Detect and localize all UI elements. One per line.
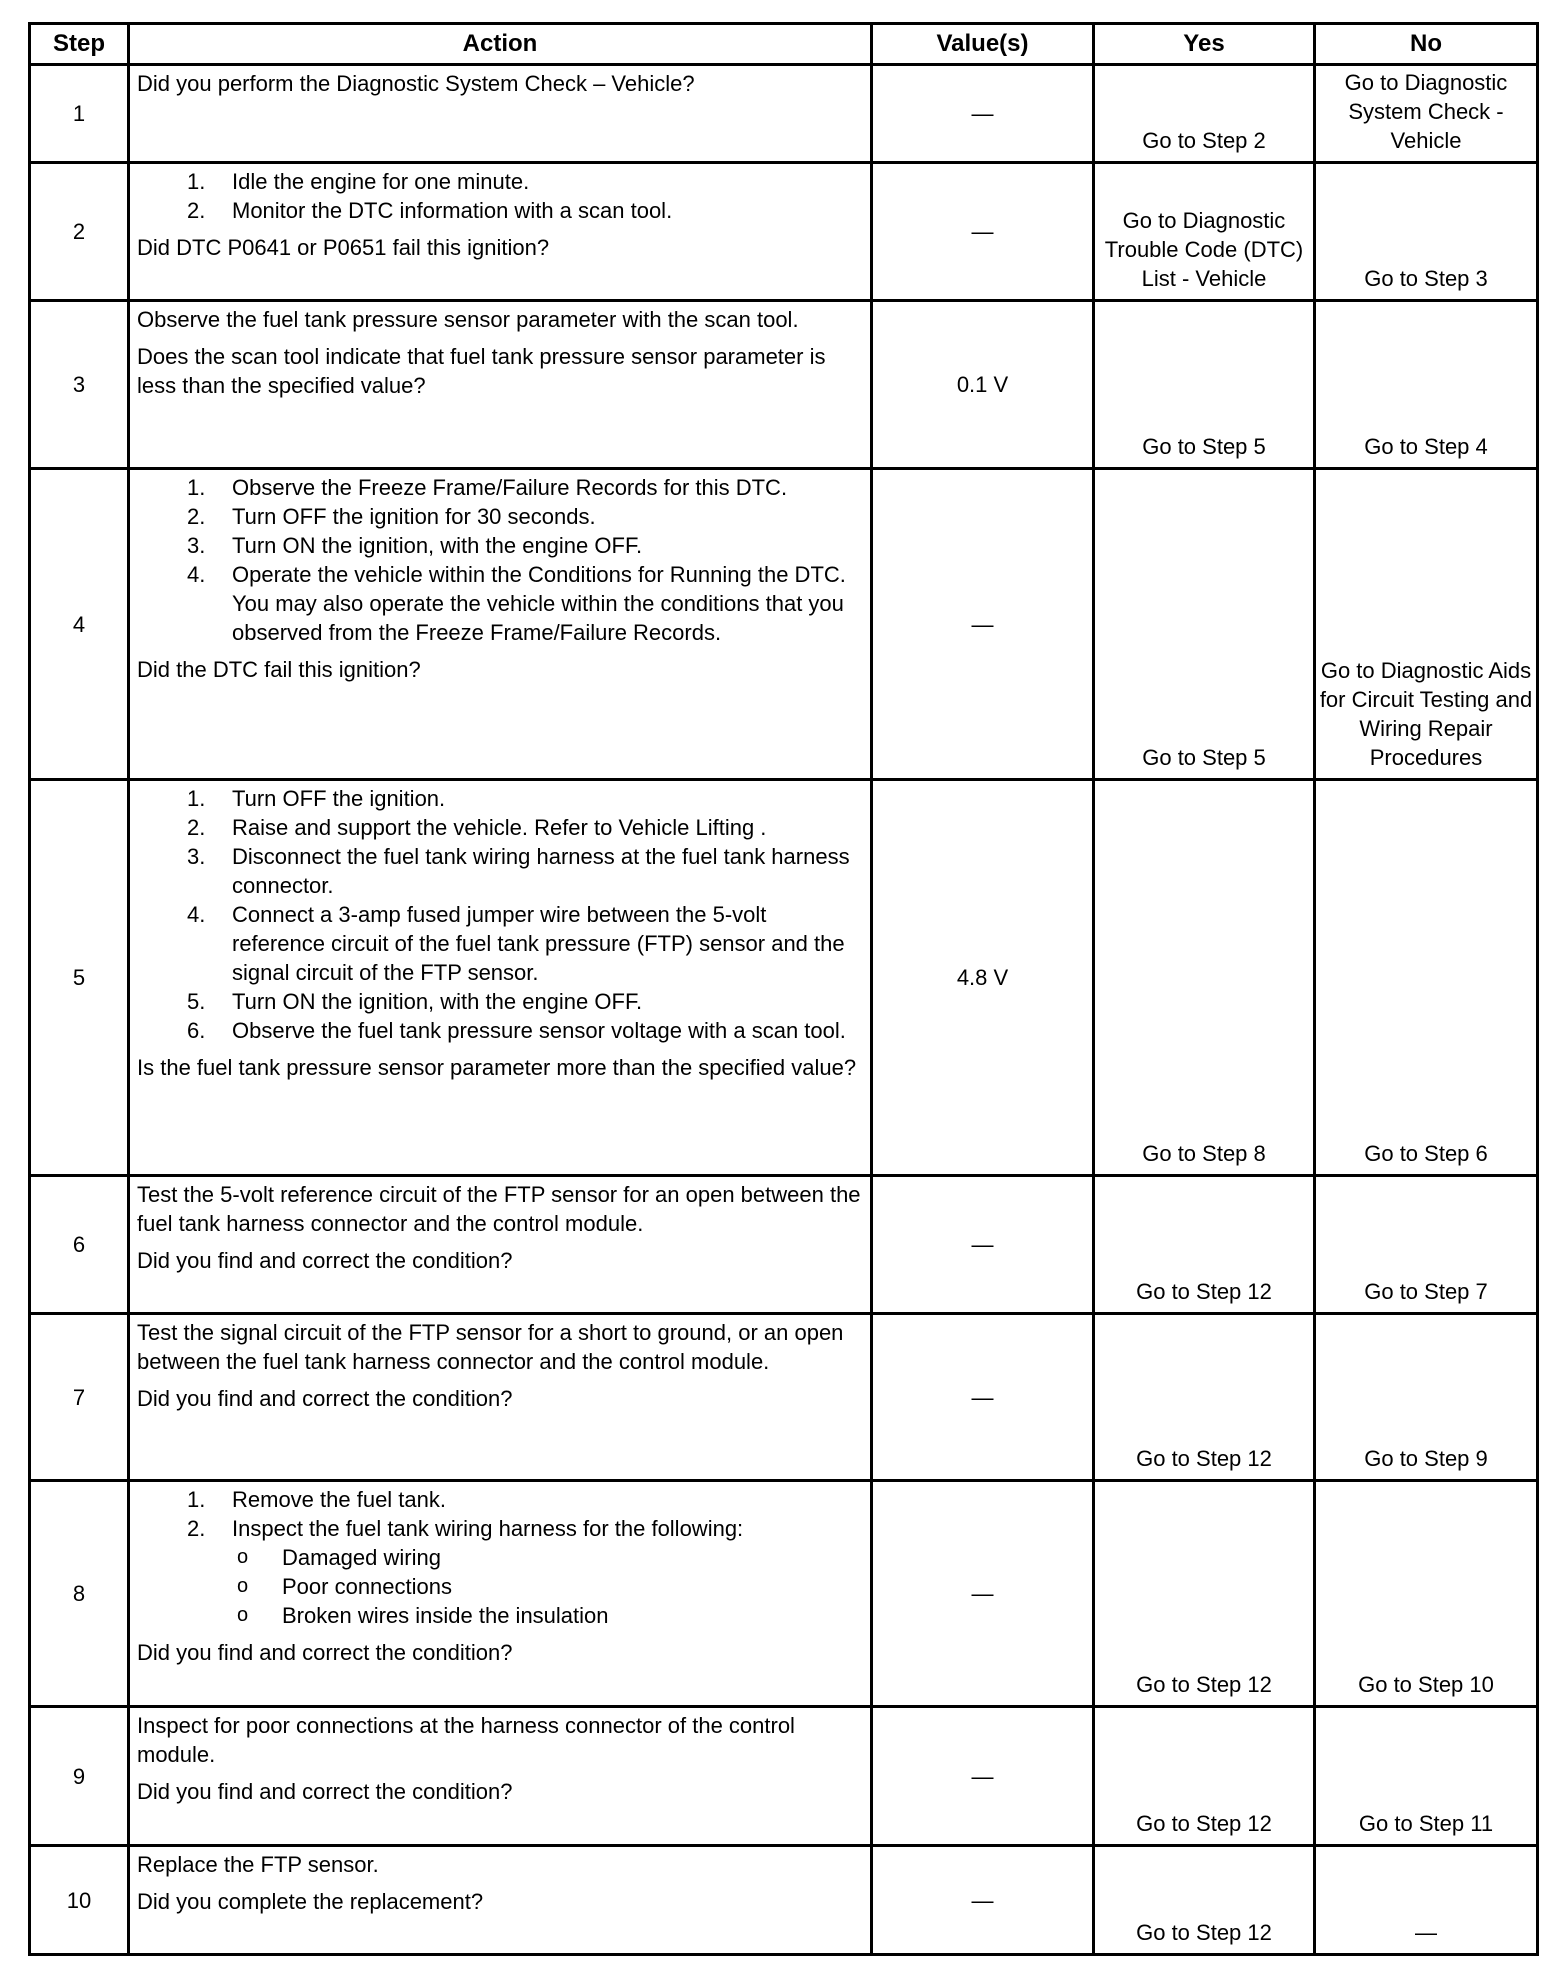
action-text: Test the 5-volt reference circuit of the FTP sensor for an open between the fuel tank harness connector and the control module. [137, 1182, 861, 1236]
question-text: Did you find and correct the condition? [137, 1248, 513, 1273]
action-cell [129, 163, 872, 301]
header-values: Value(s) [872, 24, 1094, 65]
no-cell: Go to Diagnostic Aids for Circuit Testing and Wiring Repair Procedures [1315, 469, 1538, 780]
action-cell [129, 1846, 872, 1955]
header-yes: Yes [1094, 24, 1315, 65]
procedure-list [137, 784, 864, 1045]
action-cell [129, 469, 872, 780]
yes-cell: Go to Step 12 [1094, 1846, 1315, 1955]
table-row [30, 163, 1538, 301]
value-cell: — [872, 1314, 1094, 1481]
header-step: Step [30, 24, 129, 65]
value-cell: — [872, 1846, 1094, 1955]
no-cell: Go to Step 7 [1315, 1176, 1538, 1314]
question-text: Did you complete the replacement? [137, 1889, 484, 1914]
action-text: Replace the FTP sensor. [137, 1852, 379, 1877]
sub-list-item: o Poor connections [237, 1574, 452, 1599]
action-cell [129, 1314, 872, 1481]
table-row [30, 1846, 1538, 1955]
procedure-list [137, 473, 864, 647]
question-text: Is the fuel tank pressure sensor parameter more than the specified value? [137, 1055, 857, 1080]
yes-cell: Go to Step 12 [1094, 1314, 1315, 1481]
sub-list-item: o Damaged wiring [237, 1545, 441, 1570]
header-row [30, 24, 1538, 65]
yes-cell: Go to Diagnostic Trouble Code (DTC) List - Vehicle [1094, 163, 1315, 301]
value-cell: — [872, 65, 1094, 163]
list-item: 2. Turn OFF the ignition for 30 seconds. [187, 504, 596, 529]
question-text: Did DTC P0641 or P0651 fail this ignition? [137, 235, 550, 260]
value-cell: — [872, 1481, 1094, 1707]
list-item: 1. Remove the fuel tank. [187, 1487, 447, 1512]
step-number: 2 [30, 163, 129, 301]
question-text: Did you find and correct the condition? [137, 1779, 513, 1804]
list-item: 1. Turn OFF the ignition. [187, 786, 446, 811]
action-cell [129, 301, 872, 469]
sub-list [137, 1543, 864, 1630]
value-cell: 0.1 V [872, 301, 1094, 469]
step-number: 10 [30, 1846, 129, 1955]
table-row [30, 1481, 1538, 1707]
step-number: 1 [30, 65, 129, 163]
step-number: 8 [30, 1481, 129, 1707]
no-cell: — [1315, 1846, 1538, 1955]
action-cell [129, 1481, 872, 1707]
step-number: 9 [30, 1707, 129, 1846]
table-row [30, 469, 1538, 780]
question-text: Did you find and correct the condition? [137, 1386, 513, 1411]
question-text: Does the scan tool indicate that fuel tank pressure sensor parameter is less than the specified value? [137, 344, 826, 398]
procedure-list [137, 167, 864, 225]
list-item: 6. Observe the fuel tank pressure sensor voltage with a scan tool. [187, 1018, 846, 1043]
action-cell [129, 1176, 872, 1314]
value-cell: 4.8 V [872, 780, 1094, 1176]
action-cell [129, 780, 872, 1176]
sub-list-item: o Broken wires inside the insulation [237, 1603, 609, 1628]
step-number: 4 [30, 469, 129, 780]
diagnostic-table [28, 22, 1539, 1956]
action-text: Did you perform the Diagnostic System Check – Vehicle? [137, 71, 695, 96]
list-item: 1. Idle the engine for one minute. [187, 169, 530, 194]
no-cell: Go to Step 4 [1315, 301, 1538, 469]
action-text: Observe the fuel tank pressure sensor parameter with the scan tool. [137, 307, 799, 332]
value-cell: — [872, 469, 1094, 780]
action-cell [129, 65, 872, 163]
yes-cell: Go to Step 12 [1094, 1481, 1315, 1707]
list-item: 3. Disconnect the fuel tank wiring harness at the fuel tank harness connector. [187, 844, 850, 898]
table-row [30, 301, 1538, 469]
header-action: Action [129, 24, 872, 65]
step-number: 5 [30, 780, 129, 1176]
question-text: Did the DTC fail this ignition? [137, 657, 421, 682]
question-text: Did you find and correct the condition? [137, 1640, 513, 1665]
yes-cell: Go to Step 8 [1094, 780, 1315, 1176]
step-number: 3 [30, 301, 129, 469]
header-no: No [1315, 24, 1538, 65]
value-cell: — [872, 163, 1094, 301]
yes-cell: Go to Step 5 [1094, 469, 1315, 780]
list-item: 5. Turn ON the ignition, with the engine OFF. [187, 989, 643, 1014]
action-cell [129, 1707, 872, 1846]
action-text: Inspect for poor connections at the harness connector of the control module. [137, 1713, 795, 1767]
table-row [30, 1176, 1538, 1314]
list-item: 2. Monitor the DTC information with a scan tool. [187, 198, 673, 223]
step-number: 7 [30, 1314, 129, 1481]
action-text: Test the signal circuit of the FTP sensor for a short to ground, or an open between the fuel tank harness connector and the control module. [137, 1320, 844, 1374]
no-cell: Go to Diagnostic System Check - Vehicle [1315, 65, 1538, 163]
list-item: 4. Operate the vehicle within the Conditions for Running the DTC. You may also operate the vehicle within the conditions that you observed from the Freeze Frame/Failure Records. [187, 562, 846, 645]
circle-bullet-icon: o [237, 1546, 249, 1568]
no-cell: Go to Step 11 [1315, 1707, 1538, 1846]
no-cell: Go to Step 9 [1315, 1314, 1538, 1481]
procedure-list [137, 1485, 864, 1543]
table-row [30, 1314, 1538, 1481]
list-item: 1. Observe the Freeze Frame/Failure Records for this DTC. [187, 475, 788, 500]
value-cell: — [872, 1707, 1094, 1846]
table-row [30, 780, 1538, 1176]
yes-cell: Go to Step 12 [1094, 1176, 1315, 1314]
no-cell: Go to Step 10 [1315, 1481, 1538, 1707]
no-cell: Go to Step 6 [1315, 780, 1538, 1176]
yes-cell: Go to Step 12 [1094, 1707, 1315, 1846]
table-row [30, 1707, 1538, 1846]
list-item: 3. Turn ON the ignition, with the engine OFF. [187, 533, 643, 558]
circle-bullet-icon: o [237, 1604, 249, 1626]
value-cell: — [872, 1176, 1094, 1314]
list-item: 2. Raise and support the vehicle. Refer to Vehicle Lifting . [187, 815, 767, 840]
no-cell: Go to Step 3 [1315, 163, 1538, 301]
yes-cell: Go to Step 5 [1094, 301, 1315, 469]
list-item: 2. Inspect the fuel tank wiring harness for the following: [187, 1516, 744, 1541]
list-item: 4. Connect a 3-amp fused jumper wire between the 5-volt reference circuit of the fuel tank pressure (FTP) sensor and the signal circuit of the FTP sensor. [187, 902, 845, 985]
step-number: 6 [30, 1176, 129, 1314]
circle-bullet-icon: o [237, 1575, 249, 1597]
table-row [30, 65, 1538, 163]
yes-cell: Go to Step 2 [1094, 65, 1315, 163]
